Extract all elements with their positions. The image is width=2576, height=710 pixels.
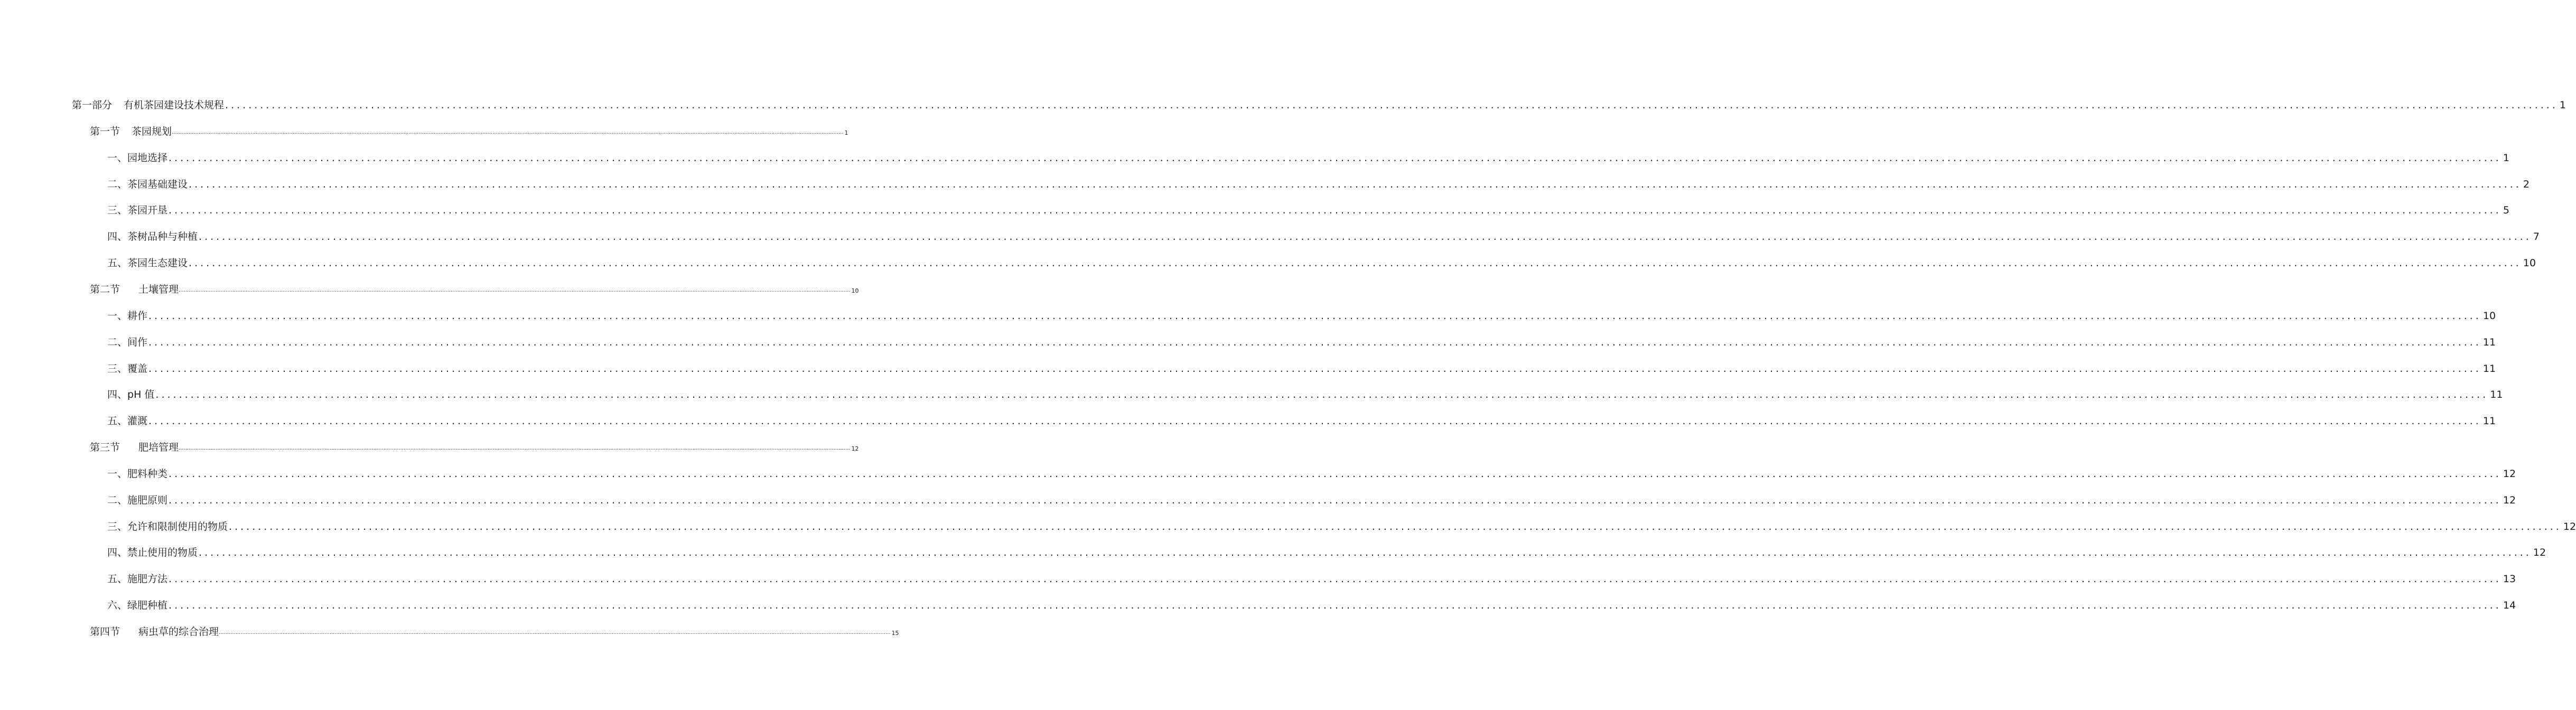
- toc-entry-title: 土壤管理: [138, 284, 179, 295]
- toc-entry-section[interactable]: [90, 438, 859, 454]
- toc-entry-item[interactable]: [107, 543, 2546, 559]
- dot-leader: ................................................................................................................................................................................................................................................................................................................................................................................................................: [148, 415, 2481, 427]
- toc-entry-title: 肥培管理: [138, 442, 179, 453]
- toc-entry-item[interactable]: [107, 201, 2509, 217]
- toc-entry-heading: [107, 494, 167, 507]
- toc-page-number: 12: [2503, 468, 2516, 480]
- toc-entry-title: 茶园生态建设: [127, 257, 188, 269]
- dot-leader: ................................................................................................................................................................................................................................................................................................................................................................................................................: [169, 152, 2502, 164]
- toc-entry-label: 第二节: [90, 284, 120, 295]
- toc-entry-heading: [107, 388, 154, 401]
- toc-entry-heading: [107, 230, 198, 243]
- toc-page-number: 11: [2482, 337, 2496, 348]
- toc-entry-heading: [107, 520, 228, 533]
- toc-entry-label: 六、: [107, 600, 128, 611]
- toc-entry-item[interactable]: [107, 333, 2496, 349]
- toc-entry-label: 三、: [107, 363, 128, 375]
- toc-entry-label: 一、: [107, 468, 128, 480]
- toc-entry-item[interactable]: [107, 596, 2516, 612]
- toc-entry-item[interactable]: [107, 227, 2540, 243]
- toc-page-number: 11: [2482, 415, 2496, 427]
- toc-entry-title: 病虫草的综合治理: [138, 626, 219, 638]
- toc-entry-label: 二、: [107, 179, 128, 190]
- toc-page-number: 11: [2490, 389, 2503, 400]
- toc-entry-heading: [90, 125, 172, 138]
- dot-leader: ................................................................................................................................................................................................................................................................................................................................................................................................................: [189, 257, 2522, 269]
- toc-entry-label: 第一节: [90, 126, 120, 137]
- toc-entry-label: 第三节: [90, 442, 120, 453]
- dot-leader: ................................................................................................................................................................................................................................................................................................................................................................................................................: [229, 521, 2562, 532]
- toc-entry-item[interactable]: [107, 569, 2516, 585]
- toc-page-number: 15: [891, 630, 899, 637]
- toc-entry-label: 第四节: [90, 626, 120, 638]
- toc-page-number: 13: [2503, 573, 2516, 585]
- toc-entry-heading: [90, 625, 219, 638]
- toc-entry-label: 五、: [107, 257, 128, 269]
- dot-leader: ................................................................................................................................................................................................................................................................................................................................................................................................................: [199, 547, 2532, 558]
- toc-page-number: 14: [2503, 600, 2516, 611]
- toc-entry-label: 三、: [107, 521, 128, 532]
- toc-entry-label: 四、: [107, 389, 128, 400]
- toc-page-number: 7: [2533, 231, 2540, 242]
- toc-entry-title: 施肥方法: [127, 573, 168, 585]
- toc-entry-section[interactable]: [90, 622, 899, 638]
- dot-leader: ................................................................................................................................................................................................................................................................................................................................................................................................................: [172, 129, 844, 135]
- toc-page-number: 10: [2482, 310, 2496, 322]
- toc-entry-item[interactable]: [107, 517, 2576, 533]
- toc-entry-heading: [107, 546, 198, 559]
- dot-leader: ................................................................................................................................................................................................................................................................................................................................................................................................................: [179, 445, 851, 451]
- toc-entry-part[interactable]: [72, 96, 2566, 111]
- dot-leader: ................................................................................................................................................................................................................................................................................................................................................................................................................: [169, 204, 2502, 216]
- toc-page-number: 5: [2503, 204, 2509, 216]
- dot-leader: ................................................................................................................................................................................................................................................................................................................................................................................................................: [169, 573, 2502, 585]
- toc-page-number: 1: [2559, 99, 2566, 111]
- toc-entry-title: 覆盖: [127, 363, 148, 375]
- dot-leader: ................................................................................................................................................................................................................................................................................................................................................................................................................: [169, 600, 2502, 611]
- toc-entry-heading: [107, 336, 147, 349]
- toc-entry-heading: [90, 441, 179, 454]
- dot-leader: ................................................................................................................................................................................................................................................................................................................................................................................................................: [225, 99, 2558, 111]
- toc-entry-title: 茶园规划: [132, 126, 172, 137]
- toc-entry-heading: [72, 99, 224, 111]
- toc-entry-item[interactable]: [107, 148, 2509, 164]
- toc-page-number: 12: [2533, 547, 2546, 558]
- toc-entry-label: 五、: [107, 573, 128, 585]
- dot-leader: ................................................................................................................................................................................................................................................................................................................................................................................................................: [169, 494, 2502, 506]
- toc-entry-heading: [107, 257, 188, 269]
- dot-leader: ................................................................................................................................................................................................................................................................................................................................................................................................................: [148, 363, 2481, 375]
- toc-entry-heading: [107, 204, 167, 217]
- toc-page-number: 10: [851, 287, 859, 294]
- dot-leader: ................................................................................................................................................................................................................................................................................................................................................................................................................: [155, 389, 2489, 400]
- toc-page-number: 12: [2503, 494, 2516, 506]
- toc-entry-item[interactable]: [107, 491, 2516, 507]
- toc-entry-section[interactable]: [90, 280, 859, 296]
- toc-entry-heading: [107, 573, 167, 585]
- toc-page-number: 11: [2482, 363, 2496, 375]
- toc-entry-heading: [107, 599, 167, 612]
- toc-entry-title: 间作: [127, 337, 148, 348]
- toc-page-number: 12: [851, 445, 859, 452]
- dot-leader: ................................................................................................................................................................................................................................................................................................................................................................................................................: [148, 337, 2481, 348]
- toc-page-number: 1: [2503, 152, 2509, 164]
- toc-entry-heading: [107, 362, 147, 375]
- toc-entry-item[interactable]: [107, 306, 2496, 322]
- toc-entry-title: 茶树品种与种植: [127, 231, 198, 242]
- toc-entry-title: 肥料种类: [127, 468, 168, 480]
- toc-entry-item[interactable]: [107, 385, 2503, 401]
- toc-entry-title: pH 值: [127, 389, 155, 400]
- toc-entry-label: 第一部分: [72, 99, 113, 111]
- toc-entry-title: 耕作: [127, 310, 148, 322]
- toc-entry-title: 有机茶园建设技术规程: [124, 99, 225, 111]
- toc-entry-label: 四、: [107, 231, 128, 242]
- toc-entry-item[interactable]: [107, 359, 2496, 375]
- toc-entry-section[interactable]: [90, 122, 848, 138]
- toc-entry-heading: [107, 468, 167, 480]
- toc-entry-title: 茶园基础建设: [127, 179, 188, 190]
- toc-entry-title: 绿肥种植: [127, 600, 168, 611]
- toc-entry-label: 一、: [107, 310, 128, 322]
- toc-entry-label: 四、: [107, 547, 128, 558]
- toc-entry-label: 二、: [107, 337, 128, 348]
- toc-entry-heading: [107, 310, 147, 322]
- toc-entry-item[interactable]: [107, 464, 2516, 480]
- toc-entry-heading: [90, 283, 179, 296]
- toc-entry-label: 三、: [107, 204, 128, 216]
- toc-entry-heading: [107, 152, 167, 164]
- dot-leader: ................................................................................................................................................................................................................................................................................................................................................................................................................: [189, 179, 2522, 190]
- dot-leader: ................................................................................................................................................................................................................................................................................................................................................................................................................: [179, 287, 851, 293]
- toc-entry-title: 茶园开垦: [127, 204, 168, 216]
- toc-entry-item[interactable]: [107, 175, 2530, 191]
- toc-entry-label: 二、: [107, 494, 128, 506]
- toc-page-number: 12: [2563, 521, 2576, 532]
- toc-entry-item[interactable]: [107, 412, 2496, 427]
- toc-page-number: 1: [844, 129, 848, 136]
- toc-entry-title: 灌溉: [127, 415, 148, 427]
- toc-page-number: 10: [2523, 257, 2536, 269]
- toc-entry-title: 禁止使用的物质: [127, 547, 198, 558]
- toc-entry-item[interactable]: [107, 254, 2536, 269]
- dot-leader: ................................................................................................................................................................................................................................................................................................................................................................................................................: [148, 310, 2481, 322]
- toc-entry-title: 施肥原则: [127, 494, 168, 506]
- toc-page-number: 2: [2523, 179, 2530, 190]
- toc-entry-heading: [107, 178, 188, 191]
- toc-entry-heading: [107, 415, 147, 427]
- toc-entry-label: 五、: [107, 415, 128, 427]
- toc-entry-title: 园地选择: [127, 152, 168, 164]
- toc-entry-label: 一、: [107, 152, 128, 164]
- dot-leader: ................................................................................................................................................................................................................................................................................................................................................................................................................: [199, 231, 2532, 242]
- dot-leader: ................................................................................................................................................................................................................................................................................................................................................................................................................: [169, 468, 2502, 480]
- toc-entry-title: 允许和限制使用的物质: [127, 521, 228, 532]
- dot-leader: ................................................................................................................................................................................................................................................................................................................................................................................................................: [219, 630, 891, 636]
